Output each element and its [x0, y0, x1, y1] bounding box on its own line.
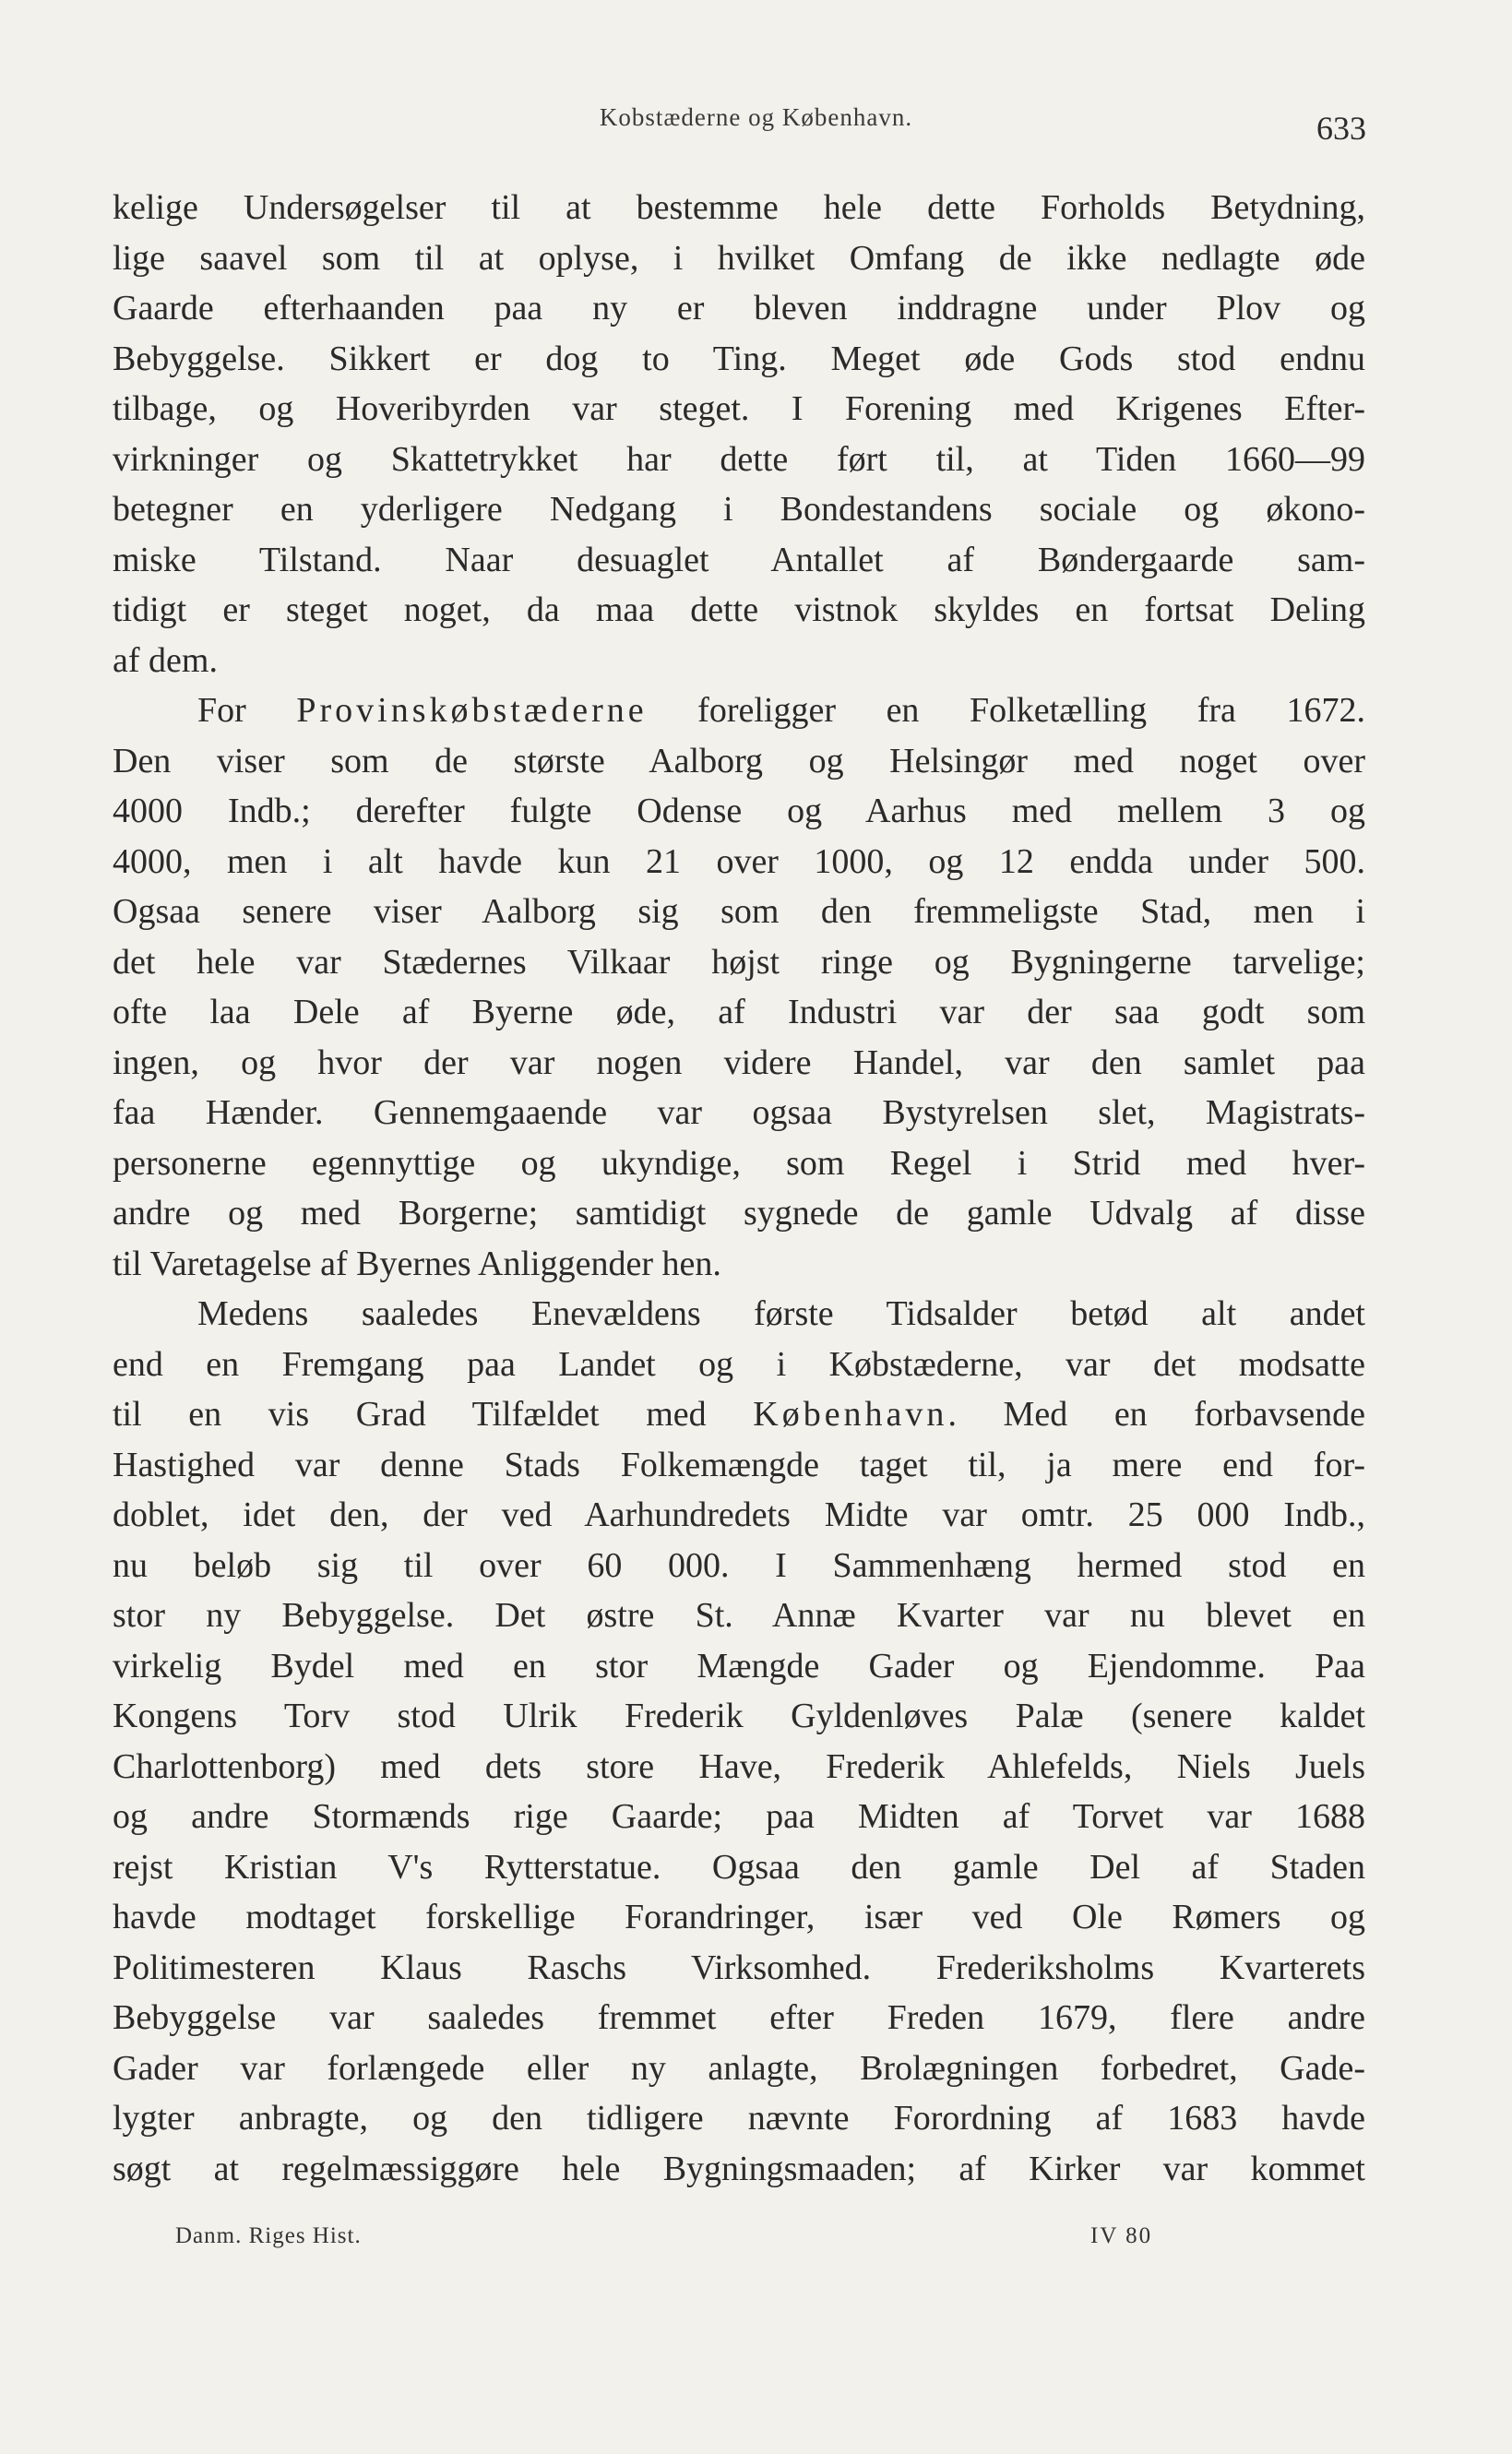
- text-line: Kongens Torv stod Ulrik Frederik Gyldenløves Palæ (senere kaldet: [113, 1697, 1365, 1735]
- text-line: af dem.: [113, 640, 218, 680]
- paragraph-first-line: [113, 685, 1365, 736]
- emphasized-term: Provinskøbstæderne: [296, 691, 648, 730]
- text-line: 4000 Indb.; derefter fulgte Odense og Aarhus med mellem 3 og: [113, 792, 1365, 830]
- text-line: Hastighed var denne Stads Folkemængde taget til, ja mere end for-: [113, 1445, 1365, 1484]
- text-line: virkninger og Skattetrykket har dette ført til, at Tiden 1660—99: [113, 439, 1365, 479]
- text-line: Bebyggelse var saaledes fremmet efter Freden 1679, flere andre: [113, 1998, 1365, 2037]
- text-line: lygter anbragte, og den tidligere nævnte Forordning af 1683 havde: [113, 2099, 1365, 2138]
- text-line: søgt at regelmæssiggøre hele Bygningsmaaden; af Kirker var kommet: [113, 2149, 1365, 2188]
- text-line: Gaarde efterhaanden paa ny er bleven inddragne under Plov og: [113, 289, 1365, 328]
- text-line: tidigt er steget noget, da maa dette vistnok skyldes en fortsat Deling: [113, 590, 1365, 629]
- text-line: og andre Stormænds rige Gaarde; paa Midten af Torvet var 1688: [113, 1797, 1365, 1836]
- signature-mark-left: Danm. Riges Hist.: [175, 2223, 362, 2248]
- text-line: tilbage, og Hoveribyrden var steget. I Forening med Krigenes Efter-: [113, 389, 1365, 428]
- text-run: til en vis Grad Tilfældet med: [113, 1395, 754, 1434]
- text-run: For: [197, 691, 297, 730]
- text-line: kelige Undersøgelser til at bestemme hele dette Forholds Betydning,: [113, 188, 1365, 227]
- page-footer: [113, 2223, 1365, 2260]
- text-line: miske Tilstand. Naar desuaglet Antallet af Bøndergaarde sam-: [113, 540, 1365, 579]
- text-run: foreligger en Folketælling fra 1672.: [647, 691, 1365, 730]
- body-text: [113, 183, 1365, 2194]
- text-line: Politimesteren Klaus Raschs Virksomhed. Frederiksholms Kvarterets: [113, 1948, 1365, 1987]
- text-line: ofte laa Dele af Byerne øde, af Industri var der saa godt som: [113, 993, 1365, 1031]
- text-line: andre og med Borgerne; samtidigt sygnede de gamle Udvalg af disse: [113, 1194, 1365, 1233]
- signature-mark-right: IV 80: [1090, 2223, 1153, 2248]
- text-line: Ogsaa senere viser Aalborg sig som den fremmeligste Stad, men i: [113, 892, 1365, 931]
- text-line: Bebyggelse. Sikkert er dog to Ting. Meget øde Gods stod endnu: [113, 339, 1365, 378]
- text-line: end en Fremgang paa Landet og i Købstæderne, var det modsatte: [113, 1344, 1365, 1384]
- text-line: nu beløb sig til over 60 000. I Sammenhæng hermed stod en: [113, 1545, 1365, 1585]
- running-title: Kobstæderne og København.: [599, 103, 913, 131]
- text-line: lige saavel som til at oplyse, i hvilket Omfang de ikke nedlagte øde: [113, 238, 1365, 278]
- text-line-with-emphasis: [113, 1389, 1365, 1440]
- paragraph-first-line: Medens saaledes Enevældens første Tidsalder betød alt andet: [197, 1294, 1365, 1333]
- text-line: ingen, og hvor der var nogen videre Handel, var den samlet paa: [113, 1042, 1365, 1082]
- text-line: faa Hænder. Gennemgaaende var ogsaa Bystyrelsen slet, Magistrats-: [113, 1093, 1365, 1132]
- text-run: . Med en forbavsende: [947, 1395, 1365, 1434]
- text-line: 4000, men i alt havde kun 21 over 1000, og 12 endda under 500.: [113, 841, 1365, 881]
- emphasized-term: København: [753, 1395, 948, 1434]
- text-line: virkelig Bydel med en stor Mængde Gader og Ejendomme. Paa: [113, 1646, 1365, 1686]
- text-line: Charlottenborg) med dets store Have, Frederik Ahlefelds, Niels Juels: [113, 1746, 1365, 1786]
- text-line: Gader var forlængede eller ny anlagte, Brolægningen forbedret, Gade-: [113, 2048, 1365, 2088]
- page-number: 633: [1316, 110, 1366, 147]
- text-line: Den viser som de største Aalborg og Helsingør med noget over: [113, 741, 1365, 780]
- text-line: personerne egennyttige og ukyndige, som Regel i Strid med hver-: [113, 1143, 1365, 1183]
- text-line: rejst Kristian V's Rytterstatue. Ogsaa den gamle Del af Staden: [113, 1847, 1365, 1887]
- text-line: betegner en yderligere Nedgang i Bondestandens sociale og økono-: [113, 490, 1365, 529]
- text-line: til Varetagelse af Byernes Anliggender hen.: [113, 1244, 721, 1283]
- text-line: stor ny Bebyggelse. Det østre St. Annæ Kvarter var nu blevet en: [113, 1596, 1365, 1635]
- text-line: det hele var Stædernes Vilkaar højst ringe og Bygningerne tarvelige;: [113, 942, 1365, 982]
- text-line: havde modtaget forskellige Forandringer, især ved Ole Rømers og: [113, 1898, 1365, 1936]
- text-line: doblet, idet den, der ved Aarhundredets Midte var omtr. 25 000 Indb.,: [113, 1495, 1365, 1534]
